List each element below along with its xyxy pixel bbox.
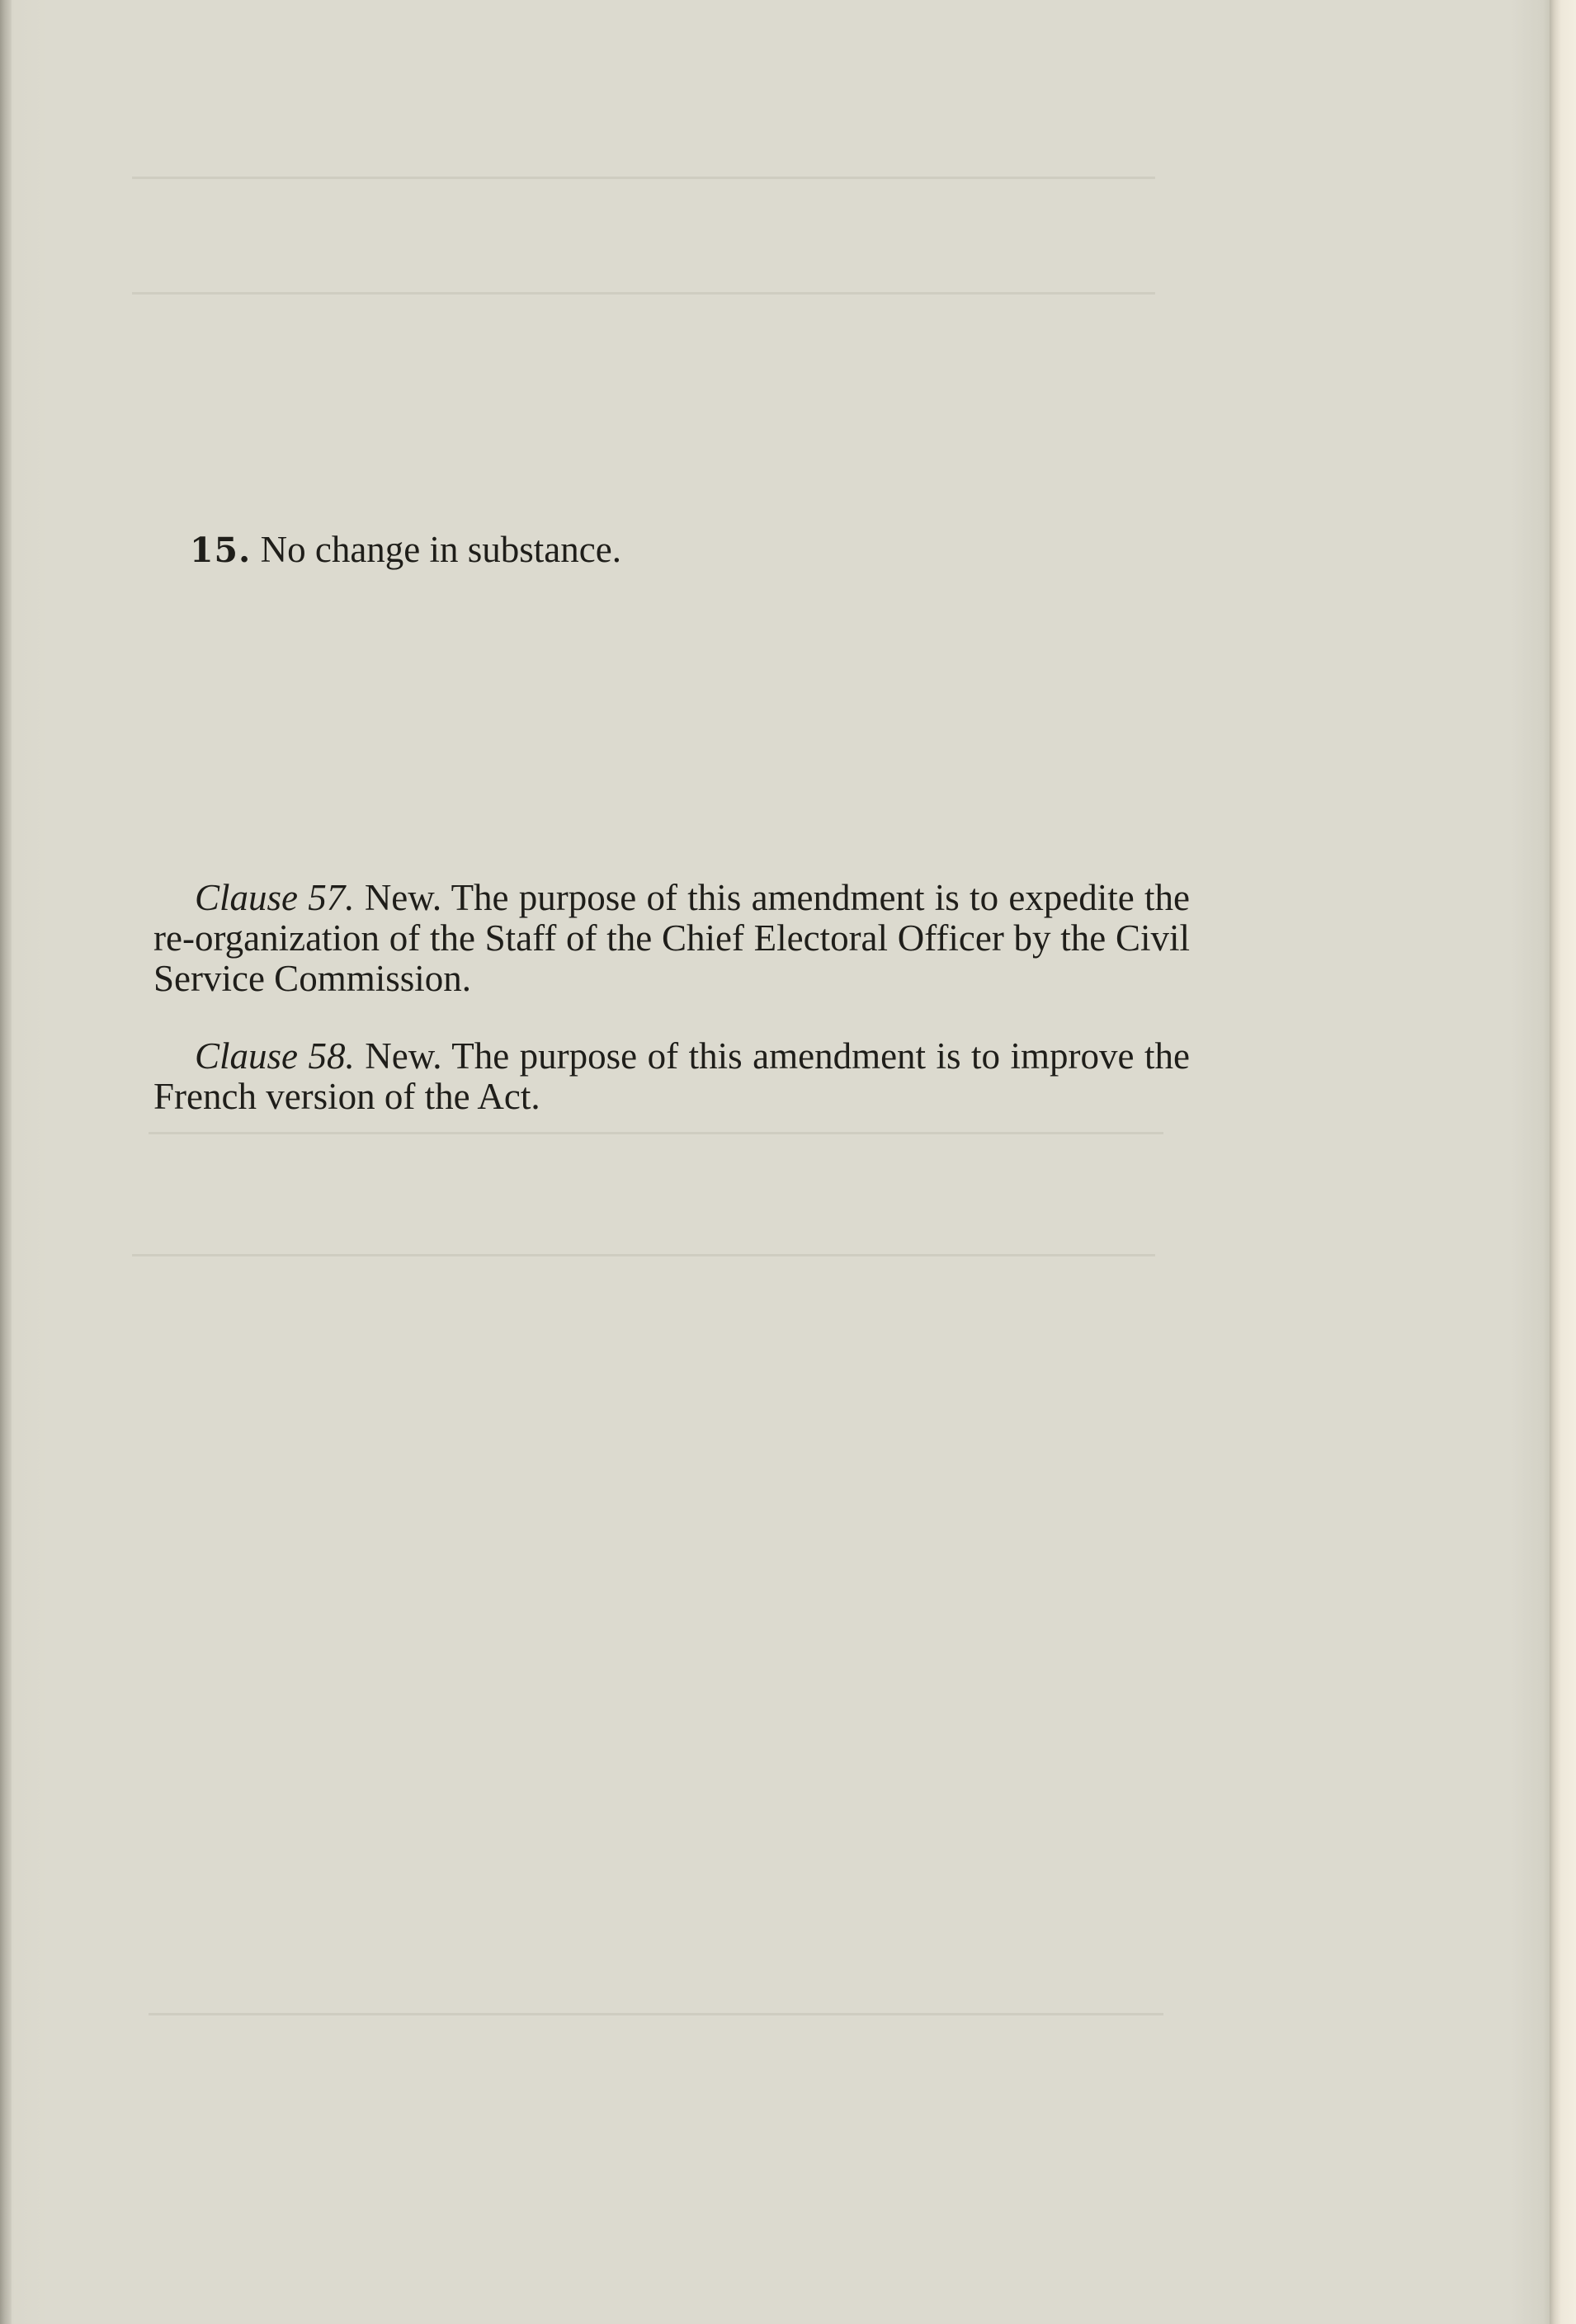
show-through-rule xyxy=(132,1254,1155,1256)
section-text: No change in substance. xyxy=(260,529,621,570)
page-left-edge xyxy=(0,0,12,2324)
clause-text: New. The purpose of this amendment is to improve the French version of the Act. xyxy=(153,1035,1190,1117)
clause-58-note xyxy=(153,1036,1190,1117)
show-through-rule xyxy=(149,2013,1163,2015)
clause-label: Clause 57. xyxy=(195,877,355,918)
section-number: 15. xyxy=(190,530,252,570)
show-through-rule xyxy=(132,292,1155,295)
page-right-edge xyxy=(1550,0,1576,2324)
clause-label: Clause 58. xyxy=(195,1035,355,1077)
show-through-rule xyxy=(132,177,1155,179)
section-15-note xyxy=(190,525,621,575)
clause-text: New. The purpose of this amendment is to expedite the re-organization of the Staff of the Chief Electoral Officer by the Civil Service Commission. xyxy=(153,877,1191,999)
show-through-rule xyxy=(149,1132,1163,1134)
clause-57-note xyxy=(153,878,1190,999)
